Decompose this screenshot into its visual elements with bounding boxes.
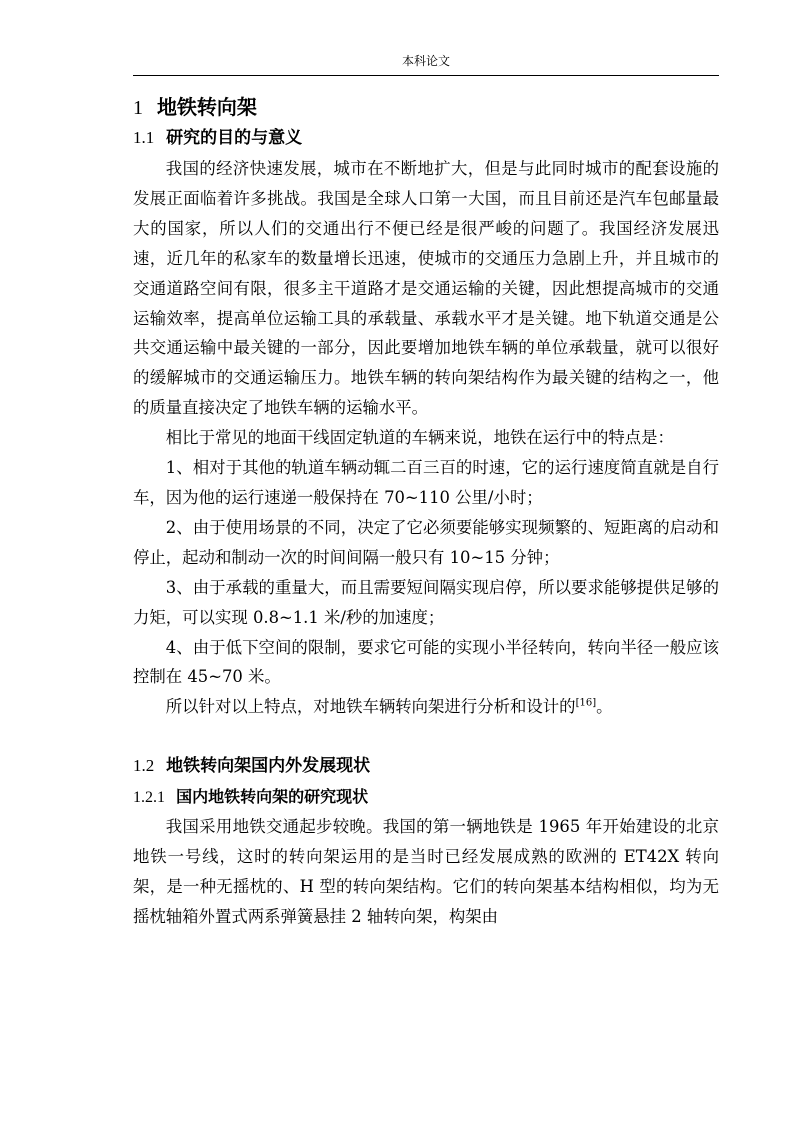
spacer — [133, 722, 719, 750]
chapter-title: 地铁转向架 — [156, 95, 257, 119]
section-heading-1-2 — [133, 750, 719, 782]
chapter-number: 1 — [133, 97, 143, 119]
section-number: 1.1 — [133, 128, 155, 147]
closing-end: 。 — [596, 697, 613, 717]
list-item: 3、由于承载的重量大，而且需要短间隔实现启停，所以要求能够提供足够的力矩，可以实现 0.8~1.1 米/秒的加速度； — [133, 577, 719, 627]
section-number: 1.2 — [133, 756, 155, 776]
closing-text: 所以针对以上特点，对地铁车辆转向架进行分析和设计的 — [165, 697, 576, 717]
paragraph: 我国的经济快速发展，城市在不断地扩大，但是与此同时城市的配套设施的发展正面临着许多挑战。我国是全球人口第一大国，而且目前还是汽车包邮量最大的国家，所以人们的交通出行不便已经是很严峻的问题了。我国经济发展迅速，近几年的私家车的数量增长迅速，使城市的交通压力急剧上升，并且城市的交通道路空间有限，很多主干道路才是交通运输的关键，因此想提高城市的交通运输效率，提高单位运输工具的承载量、承载水平才是关键。地下轨道交通是公共交通运输中最关键的一部分，因此要增加地铁车辆的单位承载量，就可以很好的缓解城市的交通运输压力。地铁车辆的转向架结构作为最关键的结构之一，他的质量直接决定了地铁车辆的运输水平。 — [133, 159, 719, 418]
subsection-heading-1-2-1 — [133, 782, 719, 812]
paragraph: 相比于常见的地面干线固定轨道的车辆来说，地铁在运行中的特点是： — [165, 428, 674, 448]
chapter-heading — [133, 92, 719, 122]
citation-ref: [16] — [575, 697, 597, 709]
closing-paragraph — [133, 692, 719, 722]
section-title: 研究的目的与意义 — [166, 128, 303, 148]
paragraph: 我国采用地铁交通起步较晚。我国的第一辆地铁是 1965 年开始建设的北京地铁一号线，这时的转向架运用的是当时已经发展成熟的欧洲的 ET42X 转向架，是一种无摇枕的、H 型的转向架结构。它们的转向架基本结构相似，均为无摇枕轴箱外置式两系弹簧悬挂 2 轴转向架，构架由 — [133, 817, 719, 926]
section-title: 地铁转向架国内外发展现状 — [166, 756, 371, 777]
subsection-title: 国内地铁转向架的研究现状 — [176, 787, 369, 807]
page-header: 本科论文 — [401, 54, 450, 68]
list-item: 2、由于使用场景的不同，决定了它必须要能够实现频繁的、短距离的启动和停止，起动和制动一次的时间间隔一般只有 10~15 分钟； — [133, 517, 719, 567]
list-item: 4、由于低下空间的限制，要求它可能的实现小半径转向，转向半径一般应该控制在 45~70 米。 — [133, 637, 719, 687]
section-heading-1-1 — [133, 122, 719, 154]
subsection-number: 1.2.1 — [133, 789, 165, 807]
header-rule — [133, 75, 719, 76]
page-body — [133, 92, 719, 932]
list-item: 1、相对于其他的轨道车辆动辄二百三百的时速，它的运行速度简直就是自行车，因为他的运行速递一般保持在 70~110 公里/小时； — [133, 458, 719, 507]
